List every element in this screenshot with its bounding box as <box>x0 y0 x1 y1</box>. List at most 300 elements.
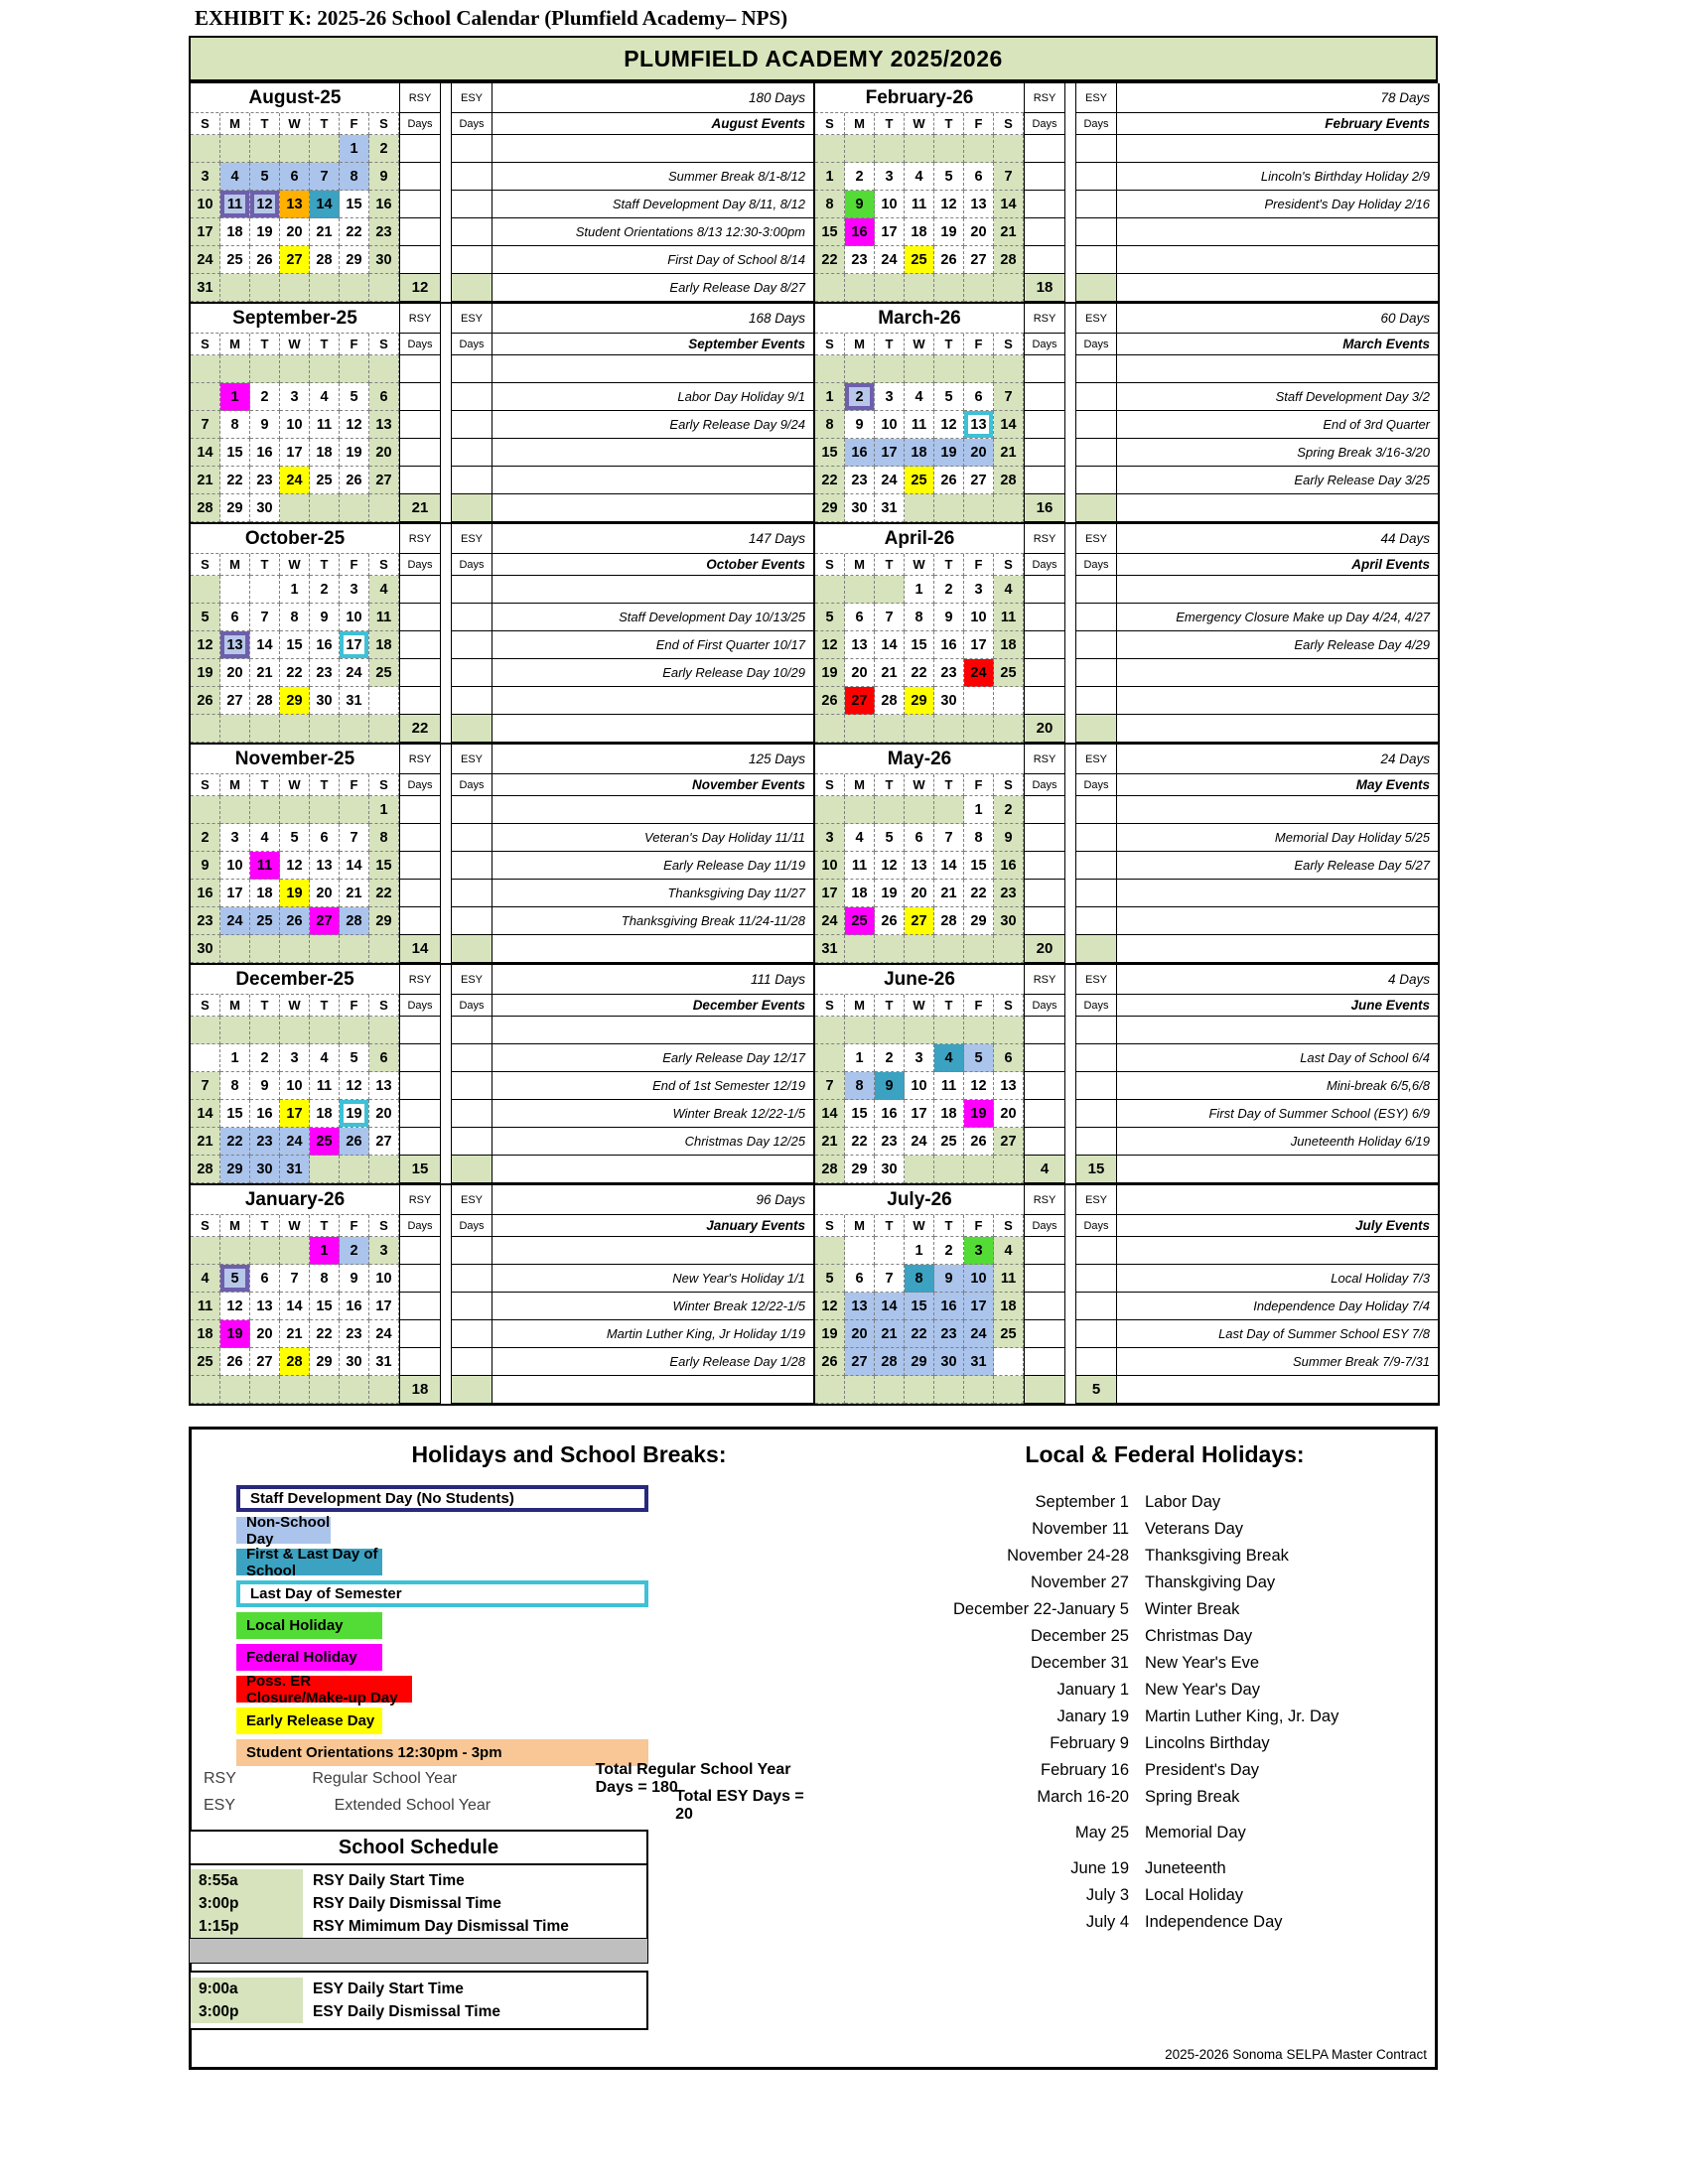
day-of-week: S <box>369 113 399 135</box>
day-cell: 20 <box>310 880 340 907</box>
day-cell: 19 <box>191 659 220 687</box>
empty-cell <box>815 1237 845 1265</box>
rsy-cell <box>399 411 441 439</box>
event-text: Martin Luther King, Jr Holiday 1/19 <box>492 1320 813 1348</box>
rsy-total: 22 <box>399 715 441 743</box>
events-title: August Events <box>492 113 813 135</box>
day-cell: 8 <box>220 411 250 439</box>
rsy-cell <box>399 1044 441 1072</box>
day-of-week: F <box>964 554 994 576</box>
gap <box>441 631 451 659</box>
esy-cell <box>451 796 492 824</box>
legend-fl: First & Last Day of School <box>236 1549 382 1575</box>
day-cell: 2 <box>310 576 340 604</box>
day-cell: 18 <box>250 880 280 907</box>
rsy-cell <box>1024 1017 1065 1044</box>
day-cell: 31 <box>815 935 845 963</box>
esy-header: ESY <box>1075 83 1117 113</box>
holiday-row <box>916 1855 1413 1882</box>
gap <box>1065 1044 1075 1072</box>
day-cell: 13 <box>250 1293 280 1320</box>
month-name: July-26 <box>815 1185 1024 1215</box>
day-cell: 23 <box>934 659 964 687</box>
day-cell: 5 <box>191 604 220 631</box>
esy-cell <box>451 135 492 163</box>
legend-sem: Last Day of Semester <box>236 1580 648 1607</box>
schedule-time: 3:00p <box>191 1892 303 1915</box>
day-cell: 9 <box>191 852 220 880</box>
day-cell: 8 <box>340 163 369 191</box>
day-cell: 15 <box>220 1100 250 1128</box>
holiday-row <box>916 1757 1413 1784</box>
day-cell: 1 <box>905 1237 934 1265</box>
year-type-legend <box>204 1760 819 1823</box>
day-cell: 16 <box>994 852 1024 880</box>
day-cell: 12 <box>340 411 369 439</box>
event-text: Early Release Day 12/17 <box>492 1044 813 1072</box>
rsy-cell <box>1024 1293 1065 1320</box>
day-cell: 8 <box>310 1265 340 1293</box>
day-cell: 2 <box>994 796 1024 824</box>
holiday-row <box>916 1543 1413 1570</box>
rsy-total: 18 <box>1024 274 1065 302</box>
legend-mk: Poss. ER Closure/Make-up Day <box>236 1676 412 1703</box>
schedule-time: 8:55a <box>191 1869 303 1892</box>
day-cell: 28 <box>191 494 220 522</box>
holiday-date: July 3 <box>1085 1886 1129 1904</box>
day-cell: 30 <box>994 907 1024 935</box>
day-cell: 22 <box>964 880 994 907</box>
day-cell: 9 <box>934 1265 964 1293</box>
day-cell: 14 <box>934 852 964 880</box>
gap <box>441 113 451 135</box>
year-type-abbr: RSY <box>204 1769 236 1787</box>
gap <box>1065 1348 1075 1376</box>
rsy-cell <box>399 604 441 631</box>
empty-cell <box>310 935 340 963</box>
esy-cell <box>1075 796 1117 824</box>
day-cell: 10 <box>369 1265 399 1293</box>
day-of-week: F <box>964 113 994 135</box>
gap <box>441 796 451 824</box>
day-cell: 24 <box>875 467 905 494</box>
day-of-week: M <box>845 995 875 1017</box>
empty-cell <box>191 1044 220 1072</box>
day-cell: 31 <box>964 1348 994 1376</box>
month-september-25 <box>191 304 815 524</box>
day-of-week: T <box>875 774 905 796</box>
event-text <box>1117 246 1438 274</box>
day-cell: 25 <box>845 907 875 935</box>
gap <box>1065 659 1075 687</box>
day-cell: 17 <box>964 631 994 659</box>
day-cell: 13 <box>994 1072 1024 1100</box>
empty-cell <box>191 383 220 411</box>
day-cell: 17 <box>280 1100 310 1128</box>
holiday-row <box>916 1820 1413 1846</box>
day-cell: 20 <box>369 1100 399 1128</box>
rsy-days-label: Days <box>399 113 441 135</box>
day-cell: 28 <box>994 246 1024 274</box>
day-cell: 29 <box>369 907 399 935</box>
gap <box>1065 1215 1075 1237</box>
event-text <box>1117 796 1438 824</box>
day-cell: 30 <box>250 1156 280 1183</box>
gap <box>1065 907 1075 935</box>
day-cell: 3 <box>340 576 369 604</box>
event-text: Early Release Day 9/24 <box>492 411 813 439</box>
esy-header: ESY <box>1075 524 1117 554</box>
day-cell: 21 <box>934 880 964 907</box>
days-remaining: 60 Days <box>1117 304 1438 334</box>
day-of-week: W <box>905 113 934 135</box>
day-cell: 22 <box>845 1128 875 1156</box>
rsy-days-label: Days <box>399 774 441 796</box>
day-of-week: M <box>845 554 875 576</box>
empty-cell <box>934 1156 964 1183</box>
day-of-week: M <box>220 995 250 1017</box>
year-type-name: Regular School Year <box>312 1769 458 1787</box>
rsy-header: RSY <box>1024 745 1065 774</box>
day-cell: 26 <box>340 1128 369 1156</box>
empty-cell <box>280 796 310 824</box>
day-cell: 20 <box>964 439 994 467</box>
day-cell: 13 <box>369 1072 399 1100</box>
month-name: April-26 <box>815 524 1024 554</box>
gap <box>441 383 451 411</box>
day-cell: 23 <box>250 467 280 494</box>
days-remaining: 96 Days <box>492 1185 813 1215</box>
month-june-26 <box>815 965 1440 1185</box>
rsy-cell <box>1024 246 1065 274</box>
schedule-label: ESY Daily Dismissal Time <box>313 2002 500 2020</box>
event-text: Local Holiday 7/3 <box>1117 1265 1438 1293</box>
esy-cell <box>1075 1044 1117 1072</box>
day-cell: 24 <box>875 246 905 274</box>
day-cell: 17 <box>905 1100 934 1128</box>
day-cell: 16 <box>340 1293 369 1320</box>
days-remaining: 4 Days <box>1117 965 1438 995</box>
day-cell: 9 <box>845 411 875 439</box>
holiday-name: Thanskgiving Day <box>1145 1573 1276 1591</box>
esy-days-label: Days <box>451 113 492 135</box>
esy-cell <box>1075 355 1117 383</box>
empty-cell <box>220 1376 250 1404</box>
day-cell: 12 <box>934 191 964 218</box>
day-cell: 30 <box>310 687 340 715</box>
day-cell: 18 <box>994 1293 1024 1320</box>
empty-cell <box>905 796 934 824</box>
day-cell: 25 <box>310 1128 340 1156</box>
day-cell: 15 <box>905 1293 934 1320</box>
empty-cell <box>280 935 310 963</box>
schedule-rsy-rows <box>191 1869 646 1938</box>
day-cell: 8 <box>220 1072 250 1100</box>
rsy-days-label: Days <box>399 1215 441 1237</box>
school-schedule-box <box>189 1830 648 1945</box>
esy-cell <box>451 907 492 935</box>
day-cell: 9 <box>934 604 964 631</box>
day-cell: 5 <box>964 1044 994 1072</box>
day-cell: 16 <box>845 439 875 467</box>
month-name: June-26 <box>815 965 1024 995</box>
day-cell: 11 <box>310 1072 340 1100</box>
empty-cell <box>340 355 369 383</box>
empty-cell <box>905 274 934 302</box>
esy-cell <box>451 1265 492 1293</box>
holiday-name: Winter Break <box>1145 1600 1240 1618</box>
esy-cell <box>1075 1017 1117 1044</box>
month-name: September-25 <box>191 304 399 334</box>
day-cell: 21 <box>815 1128 845 1156</box>
day-of-week: W <box>905 995 934 1017</box>
empty-cell <box>220 355 250 383</box>
gap <box>441 824 451 852</box>
gap <box>1065 745 1075 774</box>
gap <box>1065 524 1075 554</box>
event-text: End of 1st Semester 12/19 <box>492 1072 813 1100</box>
day-cell: 3 <box>875 383 905 411</box>
empty-cell <box>250 935 280 963</box>
day-cell: 22 <box>905 659 934 687</box>
day-cell: 9 <box>369 163 399 191</box>
esy-days-label: Days <box>451 1215 492 1237</box>
day-cell: 14 <box>815 1100 845 1128</box>
day-cell: 4 <box>220 163 250 191</box>
esy-total <box>451 715 492 743</box>
esy-total <box>451 1156 492 1183</box>
day-cell: 16 <box>369 191 399 218</box>
rsy-header: RSY <box>399 524 441 554</box>
rsy-cell <box>399 1017 441 1044</box>
esy-header: ESY <box>1075 304 1117 334</box>
rsy-header: RSY <box>1024 1185 1065 1215</box>
day-cell: 12 <box>340 1072 369 1100</box>
day-cell: 5 <box>250 163 280 191</box>
empty-cell <box>815 576 845 604</box>
rsy-days-label: Days <box>1024 334 1065 355</box>
day-cell: 7 <box>280 1265 310 1293</box>
day-cell: 23 <box>369 218 399 246</box>
day-cell: 25 <box>905 467 934 494</box>
month-november-25 <box>191 745 815 965</box>
event-text: Last Day of Summer School ESY 7/8 <box>1117 1320 1438 1348</box>
holiday-row <box>916 1704 1413 1730</box>
empty-cell <box>875 935 905 963</box>
gap <box>441 1293 451 1320</box>
day-cell: 13 <box>310 852 340 880</box>
day-cell: 7 <box>875 1265 905 1293</box>
gap <box>1065 191 1075 218</box>
days-remaining: 180 Days <box>492 83 813 113</box>
rsy-cell <box>399 907 441 935</box>
schedule-separator-bar <box>189 1938 648 1964</box>
day-cell: 26 <box>220 1348 250 1376</box>
holiday-name: Labor Day <box>1145 1493 1221 1511</box>
holiday-row <box>916 1784 1413 1811</box>
legend-list <box>236 1485 648 1771</box>
events-title: November Events <box>492 774 813 796</box>
event-text: First Day of Summer School (ESY) 6/9 <box>1117 1100 1438 1128</box>
day-of-week: W <box>905 334 934 355</box>
holiday-name: Local Holiday <box>1145 1886 1244 1904</box>
day-cell: 2 <box>934 576 964 604</box>
day-cell: 20 <box>845 1320 875 1348</box>
events-title: January Events <box>492 1215 813 1237</box>
empty-cell <box>964 135 994 163</box>
gap <box>441 1185 451 1215</box>
day-of-week: T <box>875 554 905 576</box>
day-cell: 30 <box>934 687 964 715</box>
day-cell: 2 <box>340 1237 369 1265</box>
day-cell: 7 <box>994 163 1024 191</box>
day-cell: 8 <box>815 191 845 218</box>
day-cell: 15 <box>815 439 845 467</box>
empty-cell <box>875 135 905 163</box>
day-of-week: F <box>964 995 994 1017</box>
rsy-days-label: Days <box>1024 113 1065 135</box>
day-cell: 11 <box>994 1265 1024 1293</box>
day-cell: 15 <box>310 1293 340 1320</box>
day-cell: 5 <box>934 383 964 411</box>
empty-cell <box>994 135 1024 163</box>
day-cell: 18 <box>905 439 934 467</box>
day-cell: 7 <box>934 824 964 852</box>
day-cell: 4 <box>994 576 1024 604</box>
day-cell: 5 <box>280 824 310 852</box>
day-cell: 19 <box>964 1100 994 1128</box>
event-text <box>492 439 813 467</box>
rsy-cell <box>399 1265 441 1293</box>
gap <box>441 191 451 218</box>
gap <box>441 907 451 935</box>
rsy-cell <box>1024 659 1065 687</box>
day-cell: 9 <box>994 824 1024 852</box>
empty-cell <box>845 935 875 963</box>
esy-days-label: Days <box>451 334 492 355</box>
gap <box>1065 824 1075 852</box>
day-cell: 23 <box>934 1320 964 1348</box>
event-text <box>1117 1017 1438 1044</box>
legend-orl: Student Orientations 12:30pm - 3pm <box>236 1739 648 1766</box>
event-text: Early Release Day 8/27 <box>492 274 813 302</box>
day-cell: 18 <box>934 1100 964 1128</box>
day-cell: 16 <box>310 631 340 659</box>
day-cell: 16 <box>845 218 875 246</box>
day-cell: 15 <box>905 631 934 659</box>
day-cell: 4 <box>250 824 280 852</box>
rsy-days-label: Days <box>399 334 441 355</box>
month-name: August-25 <box>191 83 399 113</box>
day-cell: 2 <box>250 1044 280 1072</box>
rsy-header: RSY <box>1024 965 1065 995</box>
esy-header: ESY <box>451 745 492 774</box>
day-cell: 15 <box>369 852 399 880</box>
month-may-26 <box>815 745 1440 965</box>
empty-cell <box>250 796 280 824</box>
empty-cell <box>250 1376 280 1404</box>
day-cell: 5 <box>875 824 905 852</box>
empty-cell <box>994 1156 1024 1183</box>
day-cell: 29 <box>905 1348 934 1376</box>
day-cell: 23 <box>191 907 220 935</box>
rsy-days-label: Days <box>1024 774 1065 796</box>
day-cell: 19 <box>220 1320 250 1348</box>
gap <box>1065 1072 1075 1100</box>
day-cell: 24 <box>964 659 994 687</box>
day-cell: 26 <box>340 467 369 494</box>
empty-cell <box>934 1376 964 1404</box>
rsy-cell <box>399 218 441 246</box>
day-cell: 19 <box>815 659 845 687</box>
event-text <box>492 1017 813 1044</box>
event-text: Mini-break 6/5,6/8 <box>1117 1072 1438 1100</box>
days-remaining: 78 Days <box>1117 83 1438 113</box>
holiday-date: July 4 <box>1085 1913 1129 1931</box>
day-cell: 1 <box>310 1237 340 1265</box>
rsy-cell <box>399 1100 441 1128</box>
empty-cell <box>845 1017 875 1044</box>
legend-fh: Federal Holiday <box>236 1644 382 1671</box>
gap <box>1065 274 1075 302</box>
day-of-week: S <box>369 1215 399 1237</box>
event-text <box>1117 355 1438 383</box>
empty-cell <box>964 494 994 522</box>
day-cell: 22 <box>310 1320 340 1348</box>
day-cell: 15 <box>280 631 310 659</box>
day-cell: 9 <box>340 1265 369 1293</box>
empty-cell <box>369 274 399 302</box>
esy-cell <box>1075 383 1117 411</box>
gap <box>441 1348 451 1376</box>
day-of-week: S <box>191 554 220 576</box>
gap <box>441 218 451 246</box>
rsy-total: 18 <box>399 1376 441 1404</box>
day-cell: 14 <box>280 1293 310 1320</box>
year-type-total: Total ESY Days = 20 <box>675 1787 804 1823</box>
rsy-header: RSY <box>1024 83 1065 113</box>
esy-cell <box>1075 880 1117 907</box>
day-cell: 26 <box>934 467 964 494</box>
day-cell: 22 <box>340 218 369 246</box>
day-cell: 7 <box>310 163 340 191</box>
day-cell: 29 <box>280 687 310 715</box>
day-cell: 28 <box>280 1348 310 1376</box>
rsy-days-label: Days <box>1024 995 1065 1017</box>
day-cell: 23 <box>994 880 1024 907</box>
day-cell: 27 <box>220 687 250 715</box>
esy-total: 15 <box>1075 1156 1117 1183</box>
event-text: Summer Break 8/1-8/12 <box>492 163 813 191</box>
event-text <box>1117 1156 1438 1183</box>
rsy-cell <box>399 1293 441 1320</box>
esy-cell <box>451 880 492 907</box>
event-text: Winter Break 12/22-1/5 <box>492 1100 813 1128</box>
holiday-row <box>916 1623 1413 1650</box>
day-of-week: T <box>934 774 964 796</box>
day-cell: 21 <box>191 467 220 494</box>
events-title: February Events <box>1117 113 1438 135</box>
events-title: December Events <box>492 995 813 1017</box>
day-cell: 16 <box>934 1293 964 1320</box>
events-title: April Events <box>1117 554 1438 576</box>
day-cell: 27 <box>369 467 399 494</box>
day-cell: 14 <box>191 1100 220 1128</box>
holiday-name: President's Day <box>1145 1761 1260 1779</box>
rsy-cell <box>1024 1348 1065 1376</box>
day-cell: 6 <box>220 604 250 631</box>
esy-total <box>451 1376 492 1404</box>
